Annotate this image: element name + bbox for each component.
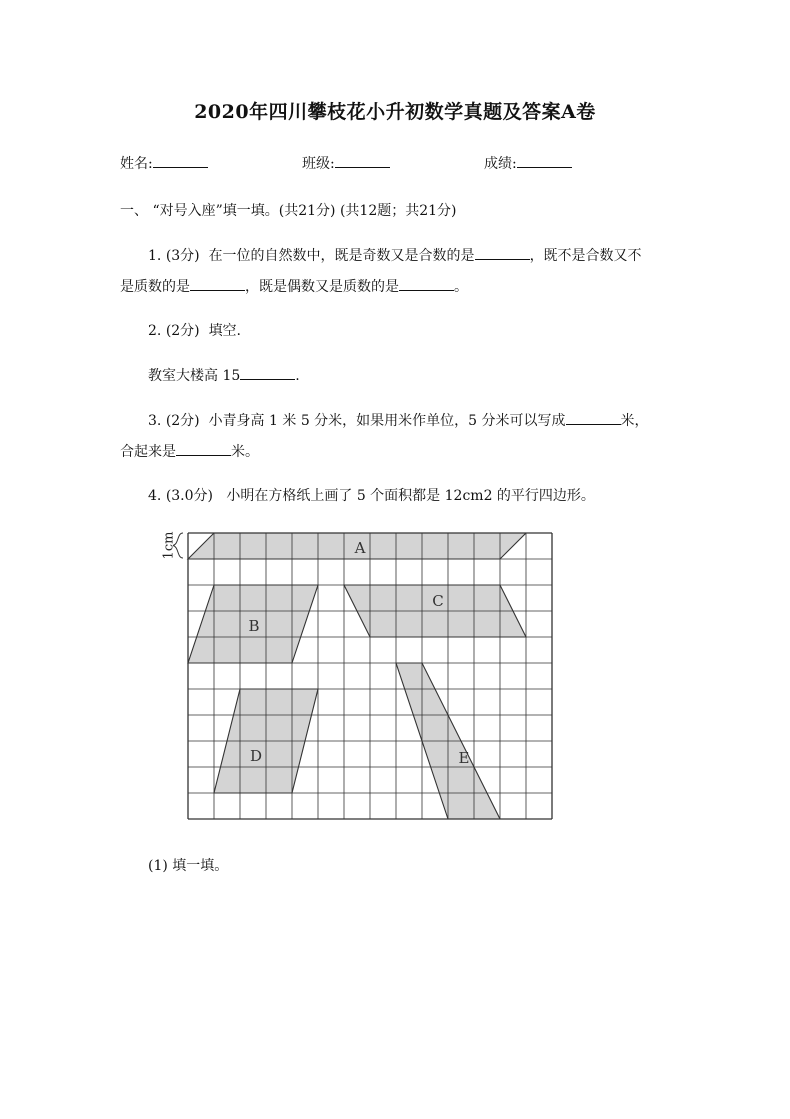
q3-line1 (148, 410, 649, 430)
q3-line2 (120, 441, 259, 461)
q2-sub-a: 教室大楼高 15 (148, 368, 241, 384)
q1-blank-1[interactable] (475, 245, 530, 260)
q1-blank-2[interactable] (190, 276, 245, 291)
q1-text-d: ，既是偶数又是质数的是 (245, 279, 399, 295)
q3-text-b: 米， (620, 413, 649, 429)
q2-line2 (148, 365, 300, 385)
score-blank[interactable] (517, 153, 572, 168)
q3-score: (2分) (165, 413, 200, 429)
shape-label-e: E (458, 749, 470, 767)
shape-label-b: B (248, 617, 260, 635)
q1-text-a: 在一位的自然数中，既是奇数又是合数的是 (208, 248, 475, 264)
q1-line2 (120, 276, 468, 296)
q1-score: (3分) (165, 248, 200, 264)
parallelogram-figure (155, 524, 565, 824)
q2-score: (2分) (165, 323, 200, 339)
name-blank[interactable] (153, 153, 208, 168)
shape-label-a: A (354, 539, 366, 557)
score-label: 成绩: (484, 156, 517, 172)
q3-blank-1[interactable] (566, 410, 621, 425)
q1-text-c: 是质数的是 (120, 279, 190, 295)
class-field (302, 153, 390, 173)
q1-line1 (148, 245, 642, 265)
q4-score: (3.0分) (165, 488, 214, 504)
q2-line1 (148, 320, 241, 340)
q1-blank-3[interactable] (399, 276, 454, 291)
name-label: 姓名: (120, 156, 153, 172)
q2-blank[interactable] (240, 365, 295, 380)
section-heading: 一、 “对号入座”填一填。(共21分) (共12题；共21分) (120, 203, 457, 219)
shape-label-c: C (432, 592, 444, 610)
shape-label-d: D (249, 747, 263, 765)
name-field (120, 153, 208, 173)
page-title: 2020年四川攀枝花小升初数学真题及答案A卷 (194, 101, 596, 123)
q1-text-b: ，既不是合数又不 (529, 248, 642, 264)
score-field (484, 153, 572, 173)
grid-paper (155, 524, 565, 824)
class-label: 班级: (302, 156, 335, 172)
q4-number: 4. (148, 488, 162, 504)
q4-text: 小明在方格纸上画了 5 个面积都是 12cm2 的平行四边形。 (226, 488, 595, 504)
q4-sub1: (1) 填一填。 (148, 858, 229, 874)
q3-text-a: 小青身高 1 米 5 分米，如果用米作单位，5 分米可以写成 (208, 413, 566, 429)
q2-text: 填空. (208, 323, 242, 339)
class-blank[interactable] (335, 153, 390, 168)
q3-text-c: 合起来是 (120, 444, 176, 460)
q2-sub-b: . (295, 368, 300, 384)
scale-label: 1cm (161, 531, 177, 560)
q3-blank-2[interactable] (176, 441, 231, 456)
q2-number: 2. (148, 323, 162, 339)
q3-number: 3. (148, 413, 162, 429)
q3-text-d: 米。 (231, 444, 259, 460)
q4-line1 (148, 485, 595, 505)
q1-text-e: 。 (454, 279, 468, 295)
q1-number: 1. (148, 248, 162, 264)
